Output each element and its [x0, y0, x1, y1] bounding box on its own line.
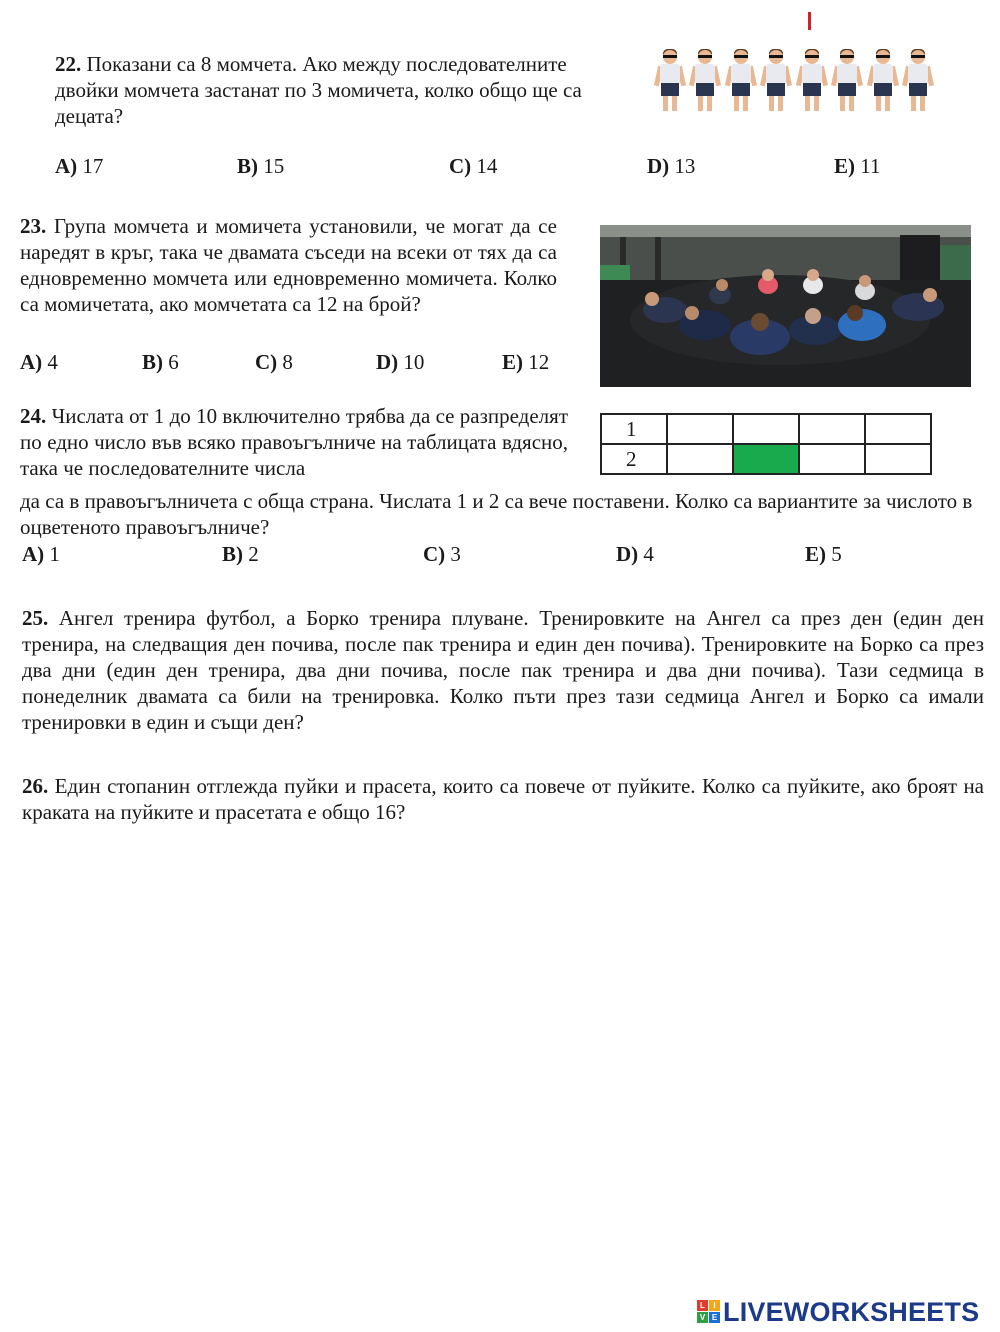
question-24-text-part1: Числата от 1 до 10 включително трябва да се разпределят по едно число във всяко правоъгълниче на таблицата вдясно, така че последователните числа [20, 404, 568, 480]
question-22-number: 22. [55, 52, 82, 76]
question-22 [55, 51, 607, 129]
grid-cell [865, 444, 931, 474]
grid-cell: 2 [601, 444, 667, 474]
question-25-text: Ангел тренира футбол, а Борко тренира плуване. Тренировките на Ангел са през ден (един ден тренира, на следващия ден почива, после пак тренира и един ден почива). Тренировките на Борко са през два дни (един ден тренира, два дни почива, после пак тренира и два дни почива). Тази седмица в понеделник двамата са били на тренировка. Колко пъти през тази седмица Ангел и Борко са имали тренировки в един и същи ден? [22, 606, 984, 734]
question-24-part2: да са в правоъгълничета с обща страна. Числата 1 и 2 са вече поставени. Колко са вариантите за числото в оцветеното правоъгълниче? [20, 489, 973, 539]
gym-photo-drawing [600, 225, 971, 387]
q22-answer-d: D) 13 [647, 154, 696, 178]
question-26-number: 26. [22, 774, 49, 798]
q23-answer-a: A) 4 [20, 350, 58, 374]
grid-cell-highlighted [733, 444, 799, 474]
red-mark [808, 12, 811, 30]
question-22-text: Показани са 8 момчета. Ако между последователните двойки момчета застанат по 3 момичета, колко общо ще са децата? [55, 52, 582, 128]
q22-answer-c: C) 14 [449, 154, 498, 178]
q22-answer-b: B) 15 [237, 154, 285, 178]
q24-answer-e: E) 5 [805, 542, 842, 566]
q23-answer-d: D) 10 [376, 350, 425, 374]
question-24-part1 [20, 403, 568, 481]
q23-answer-c: C) 8 [255, 350, 293, 374]
q22-answer-e: E) 11 [834, 154, 881, 178]
q24-answer-d: D) 4 [616, 542, 654, 566]
number-grid [600, 413, 932, 475]
question-26 [22, 773, 984, 825]
gym-photo [600, 225, 971, 387]
liveworksheets-logo-text: LIVEWORKSHEETS [723, 1297, 980, 1327]
grid-cell [799, 414, 865, 444]
question-26-text: Един стопанин отглежда пуйки и прасета, които са повече от пуйките. Колко са пуйките, ако броят на краката на пуйките и прасетата е общо 16? [22, 774, 985, 824]
grid-cell [667, 444, 733, 474]
boy-figure [903, 50, 933, 114]
q23-answer-e: E) 12 [502, 350, 550, 374]
question-25-number: 25. [22, 606, 49, 630]
question-24-number: 24. [20, 404, 47, 428]
question-23-number: 23. [20, 214, 47, 238]
boy-figure [797, 50, 827, 114]
boy-figure [868, 50, 898, 114]
q22-answer-a: A) 17 [55, 154, 104, 178]
boy-figure [832, 50, 862, 114]
grid-cell [733, 414, 799, 444]
boy-figure [726, 50, 756, 114]
boys-illustration [655, 50, 955, 114]
grid-row-2 [601, 444, 931, 474]
grid-cell: 1 [601, 414, 667, 444]
grid-cell [799, 444, 865, 474]
boy-figure [690, 50, 720, 114]
grid-cell [865, 414, 931, 444]
q24-answer-c: C) 3 [423, 542, 461, 566]
liveworksheets-logo-icon: L I V E [697, 1300, 721, 1324]
boy-figure [655, 50, 685, 114]
grid-row-1 [601, 414, 931, 444]
q24-answer-b: B) 2 [222, 542, 259, 566]
q23-answer-b: B) 6 [142, 350, 179, 374]
question-23 [20, 213, 557, 317]
q24-answer-a: A) 1 [22, 542, 60, 566]
question-23-text: Група момчета и момичета установили, че могат да се наредят в кръг, така че двамата съседи на всеки от тях да са едновременно момчета или едновременно момичета. Колко са момичетата, ако момчетата са 12 на брой? [20, 214, 557, 316]
grid-cell [667, 414, 733, 444]
question-25 [22, 605, 984, 735]
boy-figure [761, 50, 791, 114]
